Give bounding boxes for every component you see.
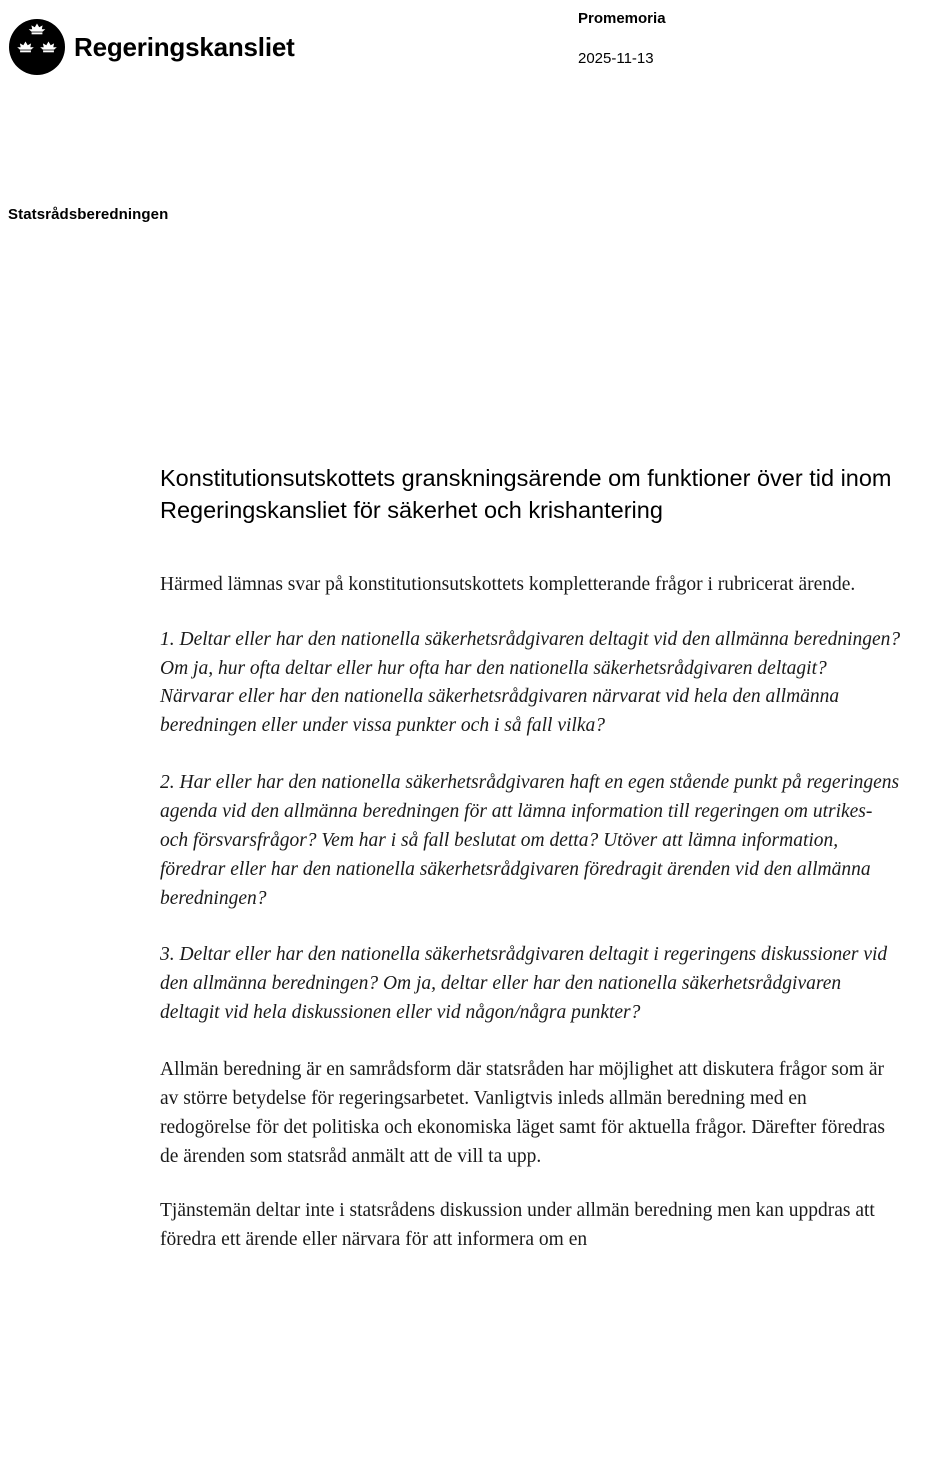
document-type: Promemoria [578, 10, 666, 27]
question-1: 1. Deltar eller har den nationella säkerhetsrådgivaren deltagit vid den allmänna beredningen? Om ja, hur ofta deltar eller hur ofta har den nationella säkerhetsrådgivaren deltagit? Närvarar eller har den nationella säkerhetsrådgivaren närvarat vid hela den allmänna beredningen eller under vissa punkter och i så fall vilka? [160, 628, 901, 737]
swedish-three-crowns-emblem-icon [8, 18, 66, 76]
answer-paragraph-2: Tjänstemän deltar inte i statsrådens diskussion under allmän beredning men kan uppdras att föredra ett ärende eller närvara för att informera om en [160, 1200, 875, 1251]
document-header [0, 0, 945, 120]
page-title: Konstitutionsutskottets granskningsärende om funktioner över tid inom Regeringskansliet för säkerhet och krishantering [160, 465, 892, 524]
organization-name: Regeringskansliet [74, 31, 295, 62]
answer-paragraph-1: Allmän beredning är en samrådsform där statsråden har möjlighet att diskutera frågor som är av större betydelse för regeringsarbetet. Vanligtvis inleds allmän beredning med en redogörelse för det politiska och ekonomiska läget samt för aktuella frågor. Därefter föredras de ärenden som statsråd anmält att de vill ta upp. [160, 1059, 886, 1167]
question-3: 3. Deltar eller har den nationella säkerhetsrådgivaren deltagit i regeringens diskussioner vid den allmänna beredningen? Om ja, deltar eller har den nationella säkerhetsrådgivaren deltagit vid hela diskussionen eller vid någon/några punkter? [160, 944, 888, 1024]
document-meta [578, 10, 666, 68]
intro-paragraph: Härmed lämnas svar på konstitutionsutskottets kompletterande frågor i rubricerat ärende. [160, 573, 856, 595]
organization-logo [8, 18, 295, 76]
department-name: Statsrådsberedningen [8, 206, 169, 223]
document-date: 2025-11-13 [578, 50, 654, 67]
question-2: 2. Har eller har den nationella säkerhetsrådgivaren haft en egen stående punkt på regeringens agenda vid den allmänna beredningen för att lämna information till regeringen om utrikes- och försvarsfrågor? Vem har i så fall beslutat om detta? Utöver att lämna information, föredrar eller har den nationella säkerhetsrådgivaren föredragit ärenden vid den allmänna beredningen? [160, 772, 900, 909]
document-body [160, 462, 910, 1255]
